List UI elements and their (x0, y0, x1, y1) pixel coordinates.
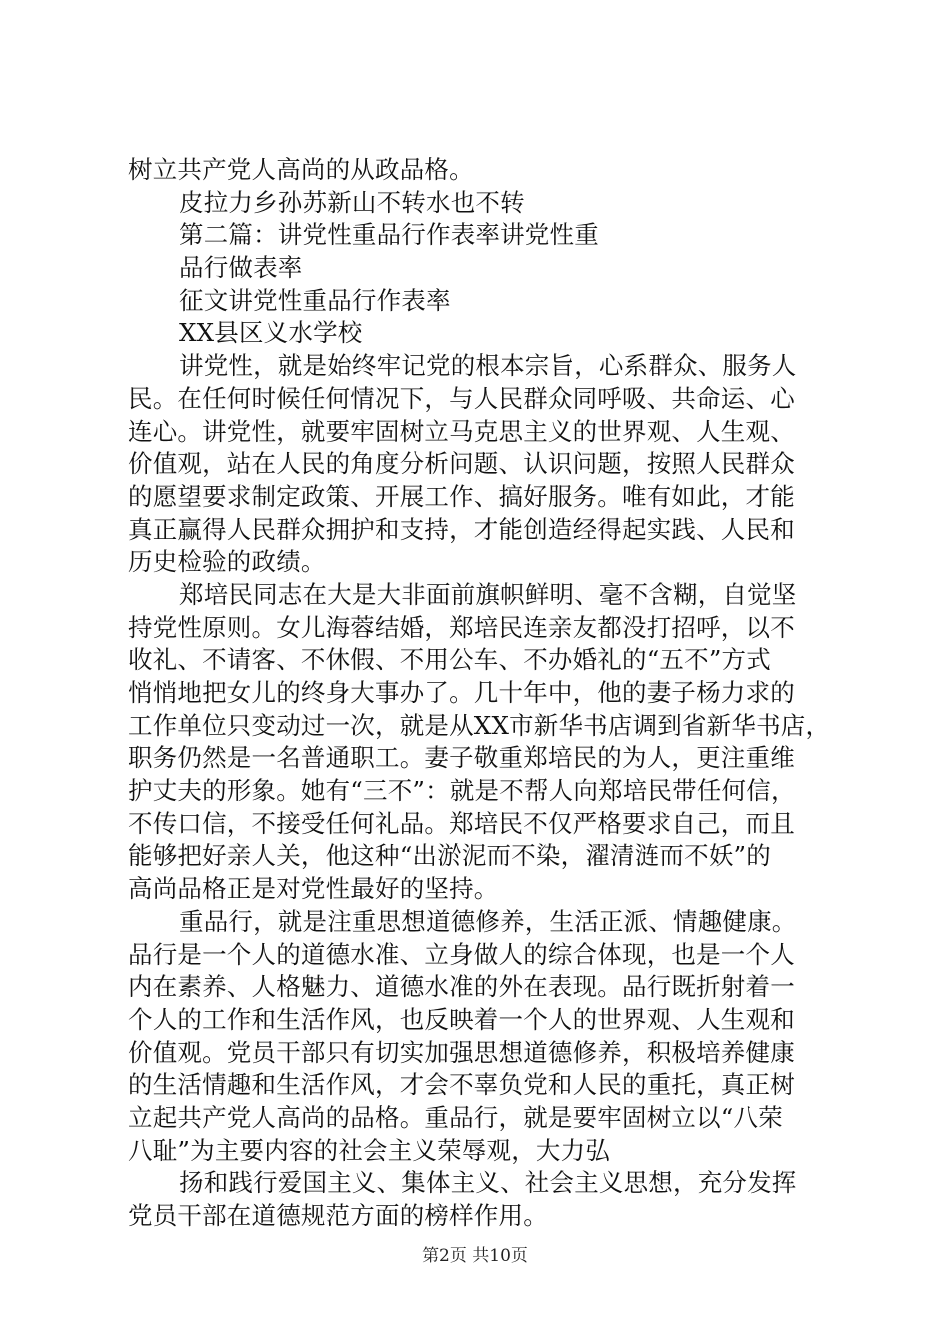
text-line: XX县区义水学校 (179, 318, 363, 348)
text-line: 价值观，站在人民的角度分析问题、认识问题，按照人民群众 (128, 449, 795, 479)
text-line: 历史检验的政绩。 (128, 547, 326, 577)
text-line: 党员干部在道德规范方面的榜样作用。 (128, 1201, 548, 1230)
text-line: 树立共产党人高尚的从政品格。 (128, 155, 474, 184)
text-line: 扬和践行爱国主义、集体主义、社会主义思想，充分发挥 (179, 1168, 797, 1198)
text-line: 立起共产党人高尚的品格。重品行，就是要牢固树立以“八荣 (128, 1102, 783, 1132)
text-line: 征文讲党性重品行作表率 (179, 285, 451, 315)
text-line: 不传口信，不接受任何礼品。郑培民不仅严格要求自己，而且 (128, 808, 795, 838)
text-line: 重品行，就是注重思想道德修养，生活正派、情趣健康。 (179, 906, 797, 936)
text-line: 高尚品格正是对党性最好的坚持。 (128, 874, 499, 904)
text-line: 收礼、不请客、不休假、不用公车、不办婚礼的“五不”方式 (128, 645, 771, 675)
text-line: 悄悄地把女儿的终身大事办了。几十年中，他的妻子杨力求的 (128, 678, 795, 707)
text-line: 的愿望要求制定政策、开展工作、搞好服务。唯有如此，才能 (128, 481, 795, 511)
text-line: 持党性原则。女儿海蓉结婚，郑培民连亲友都没打招呼，以不 (128, 612, 795, 642)
text-line: 真正赢得人民群众拥护和支持，才能创造经得起实践、人民和 (128, 514, 795, 544)
text-line: 郑培民同志在大是大非面前旗帜鲜明、毫不含糊，自觉坚 (179, 579, 797, 609)
text-line: 皮拉力乡孙苏新山不转水也不转 (179, 187, 525, 217)
document-body (128, 154, 840, 1233)
text-line: 价值观。党员干部只有切实加强思想道德修养，积极培养健康 (128, 1037, 795, 1067)
text-line: 讲党性，就是始终牢记党的根本宗旨，心系群众、服务人 (179, 351, 797, 381)
text-line: 民。在任何时候任何情况下，与人民群众同呼吸、共命运、心 (128, 383, 795, 413)
text-line: 职务仍然是一名普通职工。妻子敬重郑培民的为人，更注重维 (128, 743, 795, 773)
text-line: 能够把好亲人关，他这种“出淤泥而不染，濯清涟而不妖”的 (128, 841, 771, 871)
text-line: 品行是一个人的道德水准、立身做人的综合体现，也是一个人 (128, 939, 795, 969)
text-line: 护丈夫的形象。她有“三不”：就是不帮人向郑培民带任何信， (128, 776, 796, 806)
page-footer: 第2页 共10页 (422, 1246, 528, 1266)
text-line: 工作单位只变动过一次，就是从XX市新华书店调到省新华书店， (128, 710, 831, 740)
text-line: 个人的工作和生活作风，也反映着一个人的世界观、人生观和 (128, 1004, 795, 1034)
text-line: 品行做表率 (179, 253, 303, 283)
text-line: 的生活情趣和生活作风，才会不辜负党和人民的重托，真正树 (128, 1070, 795, 1100)
text-line: 内在素养、人格魅力、道德水准的外在表现。品行既折射着一 (128, 972, 795, 1002)
text-line: 连心。讲党性，就要牢固树立马克思主义的世界观、人生观、 (128, 416, 795, 446)
text-line: 第二篇：讲党性重品行作表率讲党性重 (179, 220, 599, 250)
text-line: 八耻”为主要内容的社会主义荣辱观，大力弘 (128, 1135, 611, 1165)
